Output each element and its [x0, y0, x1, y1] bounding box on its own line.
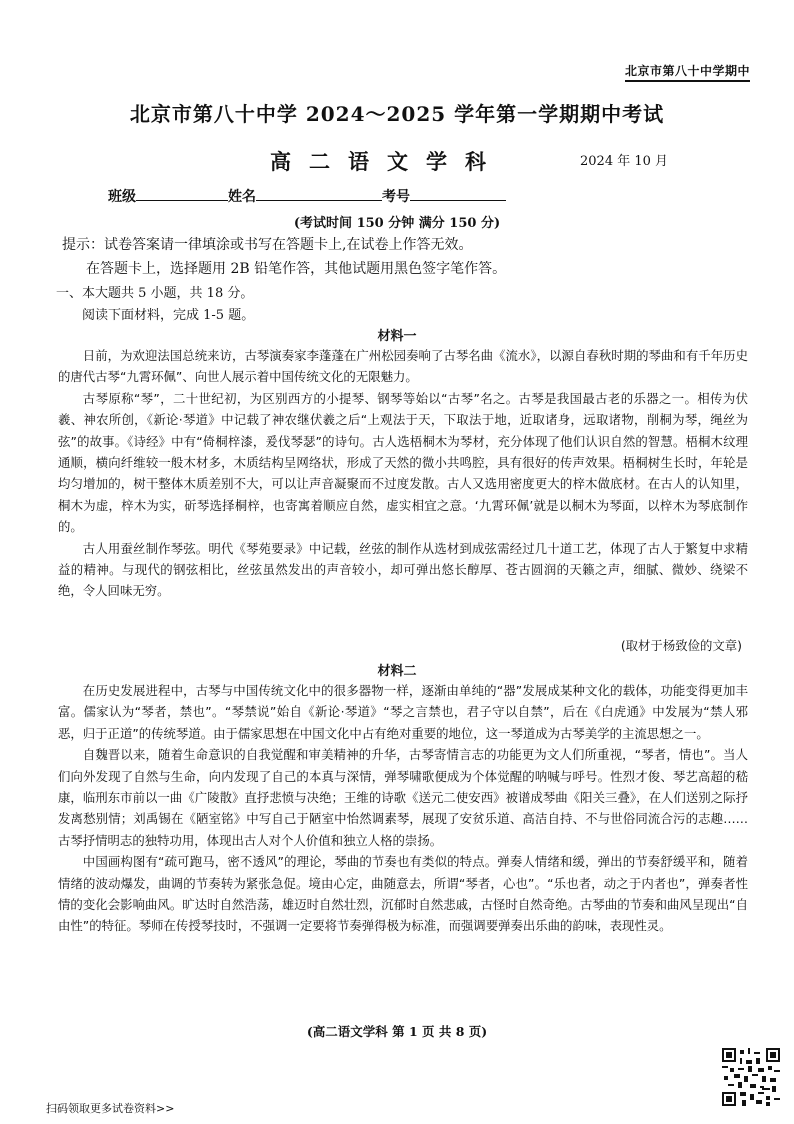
- paragraph: 中国画构图有“疏可跑马，密不透风”的理论，琴曲的节奏也有类似的特点。弹奏人情绪和缓，弹出的节奏舒缓平和，随着情绪的波动爆发，曲调的节奏转为紧张急促。境由心定，曲随意去，所谓“琴者，心也”。“乐也者，动之于内者也”，弹奏者性情的变化会影响曲风。旷达时自然浩荡，雄迈时自然壮烈，沉郁时自然悲戚，古怪时自然奇绝。古琴曲的节奏和曲风呈现出“自由性”的特征。琴师在传授琴技时，不强调一定要将节奏弹得极为标准，而强调要弹奏出乐曲的韵味，表现性灵。: [58, 854, 748, 934]
- class-field[interactable]: [136, 186, 228, 201]
- class-label: 班级: [108, 189, 136, 205]
- id-label: 考号: [382, 189, 410, 205]
- paragraph: 古琴原称“琴”，二十世纪初，为区别西方的小提琴、钢琴等始以“古琴”名之。古琴是我国最古老的乐器之一。相传为伏羲、神农所创，《新论·琴道》中记载了神农继伏羲之后“上观法于天，下取法于地，近取诸身，远取诸物，削桐为琴，绳丝为弦”的故事。《诗经》中有“倚桐梓漆，爰伐琴瑟”的诗句。古人选梧桐木为琴材，充分体现了他们认识自然的智慧。梧桐木纹理通顺，横向纤维较一般木材多，木质结构呈网络状，形成了天然的微小共鸣腔，具有很好的传声效果。梧桐树生长时，年轮是均匀增加的，树干整体木质差别不大，可以让声音凝聚而不过度发散。古人又选用密度更大的梓木做底材。在古人的认知里，桐木为虚，梓木为实，斫琴选择桐梓，也寄寓着顺应自然，虚实相宜之意。‘九霄环佩’就是以桐木为琴面，以梓木为琴底制作的。: [58, 390, 748, 535]
- paragraph: 古人用蚕丝制作琴弦。明代《琴苑要录》中记载，丝弦的制作从选材到成弦需经过几十道工艺，体现了古人于繁复中求精益的精神。与现代的钢弦相比，丝弦虽然发出的声音较小，却可弹出悠长醇厚、苍古圆润的天籁之声，细腻、微妙、绕梁不绝，令人回味无穷。: [58, 540, 748, 599]
- exam-date: 2024 年 10 月: [580, 154, 669, 169]
- paragraph: 在历史发展进程中，古琴与中国传统文化中的很多器物一样，逐渐由单纯的“器”发展成某种文化的载体，功能变得更加丰富。儒家认为“琴者，禁也”。“琴禁说”始自《新论·琴道》“琴之言禁也，君子守以自禁”，后在《白虎通》中发展为“禁人邪恶，归于正道”的传统琴道。由于儒家思想在中国文化中占有绝对重要的地位，这一琴道成为古琴美学的主流思想之一。: [58, 683, 748, 741]
- material2-body: [58, 680, 748, 937]
- exam-time-note: (考试时间 150 分钟 满分 150 分): [293, 216, 501, 231]
- material1-source: (取材于杨致俭的文章): [620, 638, 742, 653]
- reading-instruction: 阅读下面材料，完成 1-5 题。: [82, 308, 255, 323]
- tip-line-1: 提示：试卷答案请一律填涂或书写在答题卡上,在试卷上作答无效。: [62, 237, 473, 253]
- name-label: 姓名: [228, 189, 256, 205]
- exam-subtitle: 高二语文学科: [270, 149, 504, 174]
- section-heading: 一、本大题共 5 小题，共 18 分。: [56, 286, 254, 301]
- header-corner-label: 北京市第八十中学期中: [625, 62, 750, 82]
- page-footer: (高二语文学科 第 1 页 共 8 页): [306, 1024, 488, 1039]
- name-field[interactable]: [256, 186, 382, 201]
- tip-line-2: 在答题卡上，选择题用 2B 铅笔作答，其他试题用黑色签字笔作答。: [86, 261, 507, 277]
- exam-title: 北京市第八十中学 2024～2025 学年第一学期期中考试: [129, 102, 665, 126]
- scan-note: 扫码领取更多试卷资料>>: [46, 1102, 175, 1115]
- qr-code-icon[interactable]: [722, 1048, 780, 1106]
- student-info-row: [108, 186, 506, 206]
- paragraph: 自魏晋以来，随着生命意识的自我觉醒和审美精神的升华，古琴寄情言志的功能更为文人们所重视，“琴者，情也”。当人们向外发现了自然与生命，向内发现了自己的本真与深情，弹琴啸歌便成为个体觉醒的呐喊与呼号。性烈才俊、琴艺高超的嵇康，临刑东市前以一曲《广陵散》直抒悲愤与决绝；王维的诗歌《送元二使安西》被谱成琴曲《阳关三叠》，在人们送别之际抒发离愁别情；刘禹锡在《陋室铭》中写自己于陋室中怡然调素琴，展现了安贫乐道、高洁自持、不与世俗同流合污的志趣……古琴抒情明志的独特功用，体现出古人对个人价值和独立人格的崇扬。: [58, 747, 748, 848]
- material1-body: [58, 345, 748, 602]
- material1-heading: 材料一: [377, 329, 417, 344]
- id-field[interactable]: [410, 186, 506, 201]
- material2-heading: 材料二: [377, 664, 417, 679]
- paragraph: 日前，为欢迎法国总统来访，古琴演奏家李蓬蓬在广州松园奏响了古琴名曲《流水》，以源自春秋时期的琴曲和有千年历史的唐代古琴“九霄环佩”、向世人展示着中国传统文化的无限魅力。: [58, 348, 748, 385]
